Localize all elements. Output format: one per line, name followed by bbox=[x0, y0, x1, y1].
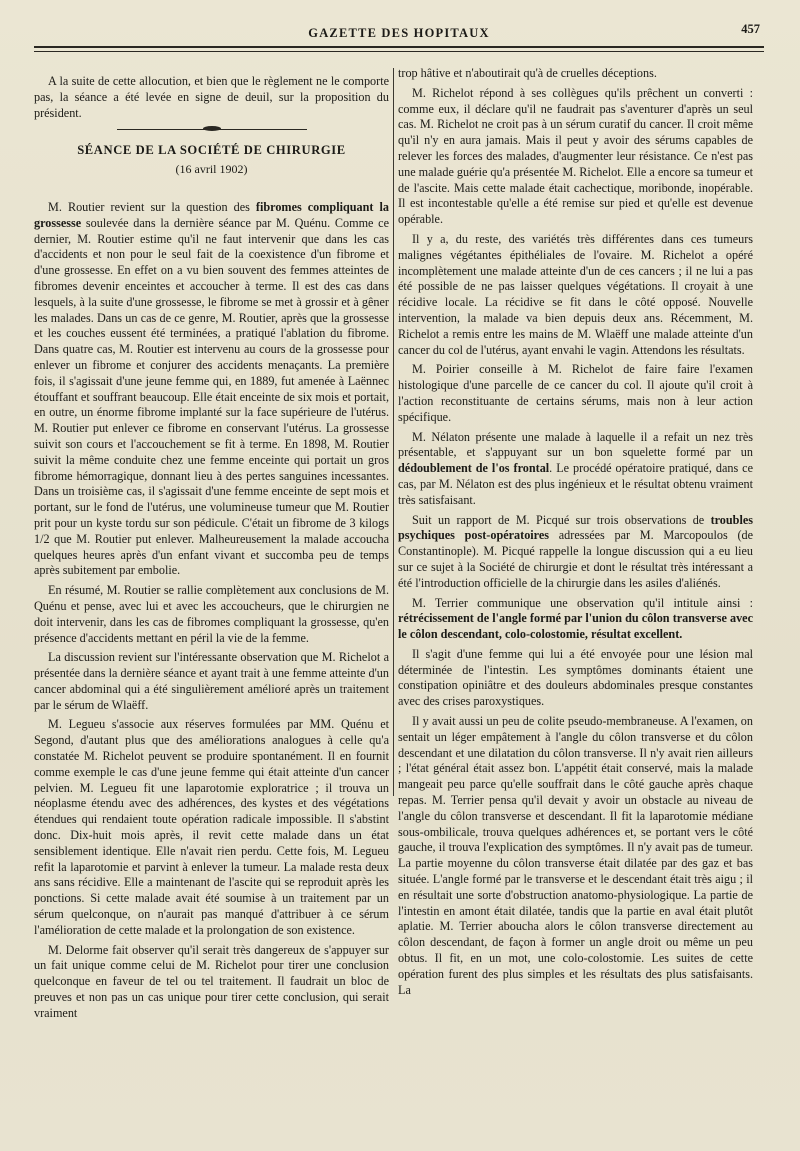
page-number: 457 bbox=[741, 22, 760, 36]
paragraph-nelaton bbox=[398, 430, 753, 509]
topic-heading: fibromes compliquant la grossesse bbox=[34, 199, 389, 230]
paragraph-discussion: La discussion revient sur l'intéressante observation que M. Richelot a présentée dans la dernière séance et ayant trait à une femme atteinte d'un cancer abdominal qui a été singulièrement amélioré après un traitement par le sérum de Wlaëff. bbox=[34, 650, 389, 712]
topic-heading: rétrécissement de l'angle formé par l'union du côlon transverse avec le côlon descendant, colo-colostomie, résultat excellent. bbox=[398, 611, 753, 642]
section-date: (16 avril 1902) bbox=[175, 162, 248, 177]
intro-paragraph: A la suite de cette allocution, et bien que le règlement ne le comporte pas, la séance a été levée en signe de deuil, sur la proposition du président. bbox=[34, 74, 389, 120]
header-rule-thin bbox=[34, 51, 764, 52]
topic-heading: dédoublement de l'os frontal bbox=[398, 461, 550, 476]
paragraph-routier bbox=[34, 200, 389, 579]
section-divider bbox=[117, 125, 307, 133]
paragraph-terrier bbox=[398, 596, 753, 643]
text-run: M. Terrier communique une observation qu'il intitule ainsi : bbox=[412, 595, 753, 610]
section-title: SÉANCE DE LA SOCIÉTÉ DE CHIRURGIE bbox=[77, 143, 346, 158]
text-run: M. Routier revient sur la question des bbox=[48, 199, 256, 214]
left-column bbox=[34, 56, 389, 1136]
journal-title: GAZETTE DES HOPITAUX bbox=[308, 26, 490, 40]
paragraph-examen: Il y avait aussi un peu de colite pseudo-membraneuse. A l'examen, on sentait un léger empâtement à l'angle du côlon transverse et du côlon descendant et une dilatation du côlon transverse. Il n'y avait rien ailleurs ; l'état général était assez bon. L'appétit était conservé, mais la malade mangeait peu parce qu'elle souffrait dans le côté gauche après chaque repas. M. Terrier pensa qu'il devait y avoir un obstacle au niveau de l'angle du côlon transverse et descendant. Il fit la laparotomie médiane sous-ombilicale, trouva quelques adhérences et, se portant vers le côté gauche, il trouva l'explication des symptômes. Il n'y avait pas de tumeur. La partie moyenne du côlon transverse était dilatée par des gaz et bas située. L'angle formé par le transverse et le descendant était très aigu ; il en résultait une sorte d'obstruction anatomo-physiologique. La partie de l'intestin en amont était dilatée, tandis que la partie en aval était plutôt aplatie. M. Terrier aboucha alors le côlon transverse directement au côlon descendant, de façon à former un angle droit ou même un peu obtus. Il fit, en un mot, une colo-colostomie. Les suites de cette opération furent des plus simples et les résultats des plus satisfaisants. La bbox=[398, 714, 753, 997]
column-separator bbox=[389, 68, 398, 1136]
paragraph-resume: En résumé, M. Routier se rallie complètement aux conclusions de M. Quénu et pense, avec lui et avec les accoucheurs, que le chirurgien ne doit intervenir, dans les cas de fibromes compliquant la grossesse, qu'en présence d'accidents mettant en péril la vie de la femme. bbox=[34, 583, 389, 645]
paragraph-legueu: M. Legueu s'associe aux réserves formulées par MM. Quénu et Segond, d'autant plus que des améliorations analogues à celle qu'a constatée M. Richelot peuvent se produire spontanément. Il en fournit comme exemple le cas d'une jeune femme qui était atteinte d'un cancer pelvien. M. Legueu fit une laparotomie exploratrice ; il trouva un néoplasme étendu avec des adhérences, des kystes et des végétations étendues qui rendaient toute opération radicale impossible. Il s'abstint donc. Dix-huit mois après, il revit cette malade dans un état sensiblement identique. Elle n'avait rien perdu. Cette fois, M. Legueu refit la laparotomie et parvint à enlever la tumeur. La malade resta deux ans sans récidive. Elle a maintenant de l'ascite qui se reproduit après les ponctions. Si cette malade avait été soumise à un traitement par un sérum quelconque, on n'aurait pas manqué d'attribuer à ce sérum l'amélioration de cette malade et la prolongation de son existence. bbox=[34, 717, 389, 937]
paragraph-richelot: M. Richelot répond à ses collègues qu'ils prêchent un converti : comme eux, il déclare qu'il ne faudrait pas s'aventurer d'après un seul cas. M. Richelot ne croit pas à un sérum curatif du cancer. Il croit même qu'il n'y en aura jamais. Mais il peut y avoir des sérums capables de relever les forces des malades, d'augmenter leur résistance. Ce n'est pas une malade guérie qu'a présentée M. Richelot. Elle a encore sa tumeur et de l'ascite. Mais cette malade était cachectique, moribonde, inopérable. Il est incontestable qu'elle a été remise sur pied et qu'elle est devenue opérable. bbox=[398, 85, 753, 227]
paragraph-case: Il s'agit d'une femme qui lui a été envoyée pour une lésion mal déterminée de l'intestin. Les symptômes dominants étaient une constipation opiniâtre et des douleurs abdominales presque constantes avec des crises paroxystiques. bbox=[398, 646, 753, 709]
text-columns bbox=[34, 56, 764, 1136]
paragraph-varietes: Il y a, du reste, des variétés très différentes dans ces tumeurs malignes végétantes épithéliales de l'ovaire. M. Richelot a opéré incomplètement une malade atteinte d'un de ces cancers ; il ne lui a pas été possible de ne pas laisser quelques végétations. Il croyait à une récidive locale. La récidive se fit dans le côté opposé. Nouvelle intervention, la malade va bien depuis deux ans. Récemment, M. Richelot a remis entre les mains de M. Wlaëff une malade atteinte d'un cancer du col de l'utérus, ayant envahi le vagin. Attendons les résultats. bbox=[398, 231, 753, 357]
paragraph-picque bbox=[398, 513, 753, 592]
paragraph-continuation: trop hâtive et n'aboutirait qu'à de cruelles déceptions. bbox=[398, 66, 657, 80]
text-run: Suit un rapport de M. Picqué sur trois observations de bbox=[412, 512, 711, 527]
paragraph-poirier: M. Poirier conseille à M. Richelot de faire faire l'examen histologique d'une parcelle de ce cancer du col. Il ajoute qu'il croit à l'action reconstituante de certains sérums, mais non à leur action spécifique. bbox=[398, 362, 753, 424]
page-header bbox=[34, 0, 764, 56]
text-run: M. Nélaton présente une malade à laquelle il a refait un nez très présentable, et s'appuyant sur un bon squelette formé par un bbox=[398, 429, 753, 460]
right-column bbox=[398, 56, 753, 1136]
text-run: . Le procédé opératoire pratiqué, dans ce cas, par M. Nélaton est des plus ingénieux et le résultat obtenu vraiment très satisfaisant. bbox=[398, 461, 753, 507]
header-rule bbox=[34, 46, 764, 48]
text-run: soulevée dans la dernière séance par M. Quénu. Comme ce dernier, M. Routier estime qu'il ne faut intervenir que dans les cas d'accidents et non pour le seul fait de la coexistence d'un fibrome et d'une grossesse. En effet on a vu bien souvent des femmes atteintes de fibromes devenir enceintes et accoucher à terme. Il est des cas dans lesquels, à la suite d'une grossesse, le fibrome se met à grossir et à gêner les malades. Dans un cas de ce genre, M. Routier, après que la grossesse et les couches eussent été terminées, a pratiqué l'ablation du fibrome. Dans quatre cas, M. Routier est intervenu au cours de la grossesse pour enlever un fibrome et conjurer des accidents menaçants. La première fois, il s'agissait d'une jeune femme qui, en 1889, fut amenée à Laënnec étouffant et souffrant beaucoup. Elle était enceinte de six mois et portait, en outre, un énorme fibrome implanté sur la face supérieure de l'utérus. M. Routier put enlever ce fibrome en conservant l'utérus. La grossesse suivit son cours et l'accouchement se fit à terme. En 1898, M. Routier suivit la même conduite chez une femme enceinte qui portait un gros fibrome hémorragique, donnant lieu à des pertes sanguines incessantes. Dans un troisième cas, il s'agissait d'une femme enceinte de sept mois et portant, sur le fond de l'utérus, une volumineuse tumeur que M. Routier prit pour un kyste tordu sur son pédicule. C'était un fibrome de 3 kilogs 1/2 que M. Routier put enlever. Malheureusement la malade accoucha quelques heures après d'un enfant vivant et succomba peu de temps après subitement par embolie. bbox=[34, 215, 389, 578]
text-run: adressées par M. Marcopoulos (de Constantinople). M. Picqué rappelle la longue discussion qui a eu lieu sur ce sujet à la Société de chirurgie et dont le résultat très intéressant a été l'introduction officielle de la chirurgie dans les asiles d'aliénés. bbox=[398, 528, 754, 590]
paragraph-delorme: M. Delorme fait observer qu'il serait très dangereux de s'appuyer sur un fait unique comme celui de M. Richelot pour tirer une conclusion quelconque en faveur de tel ou tel traitement. Il faudrait un bloc de preuves et non pas un cas unique pour tirer cette conclusion, qui serait vraiment bbox=[34, 942, 389, 1020]
topic-heading: troubles psychiques post-opératoires bbox=[398, 512, 753, 543]
